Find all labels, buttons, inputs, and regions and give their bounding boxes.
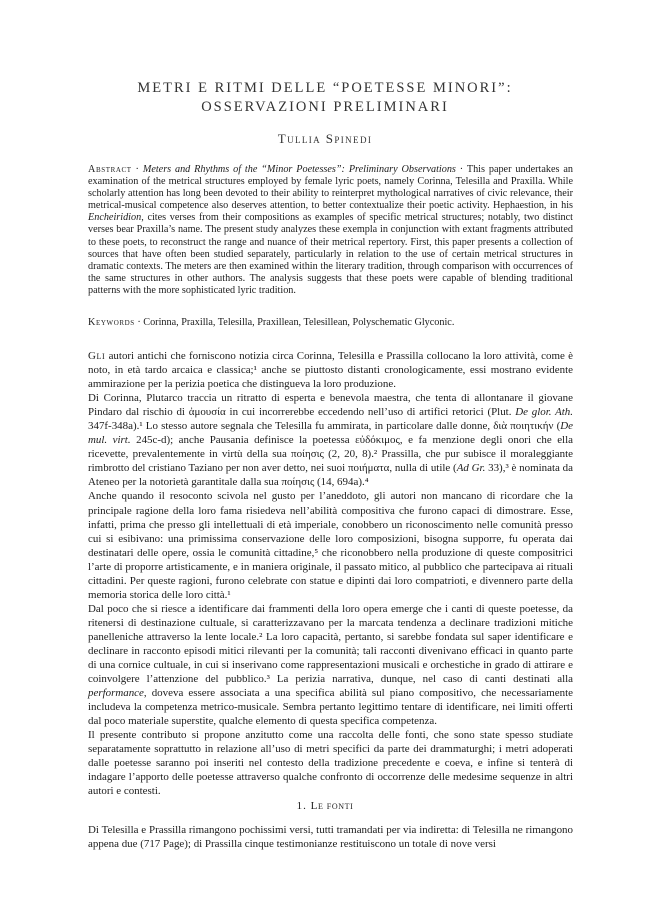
paragraph-4-text-b: , doveva essere associata a una specifica abilità sul piano compositivo, che necessariamente includeva la competenza metrico-musicale. Sembra pertanto legittimo tentare di identificare, nei limiti offerti dal poco materiale superstite, qualche elemento di questa specifica competenza. <box>88 687 573 728</box>
paragraph-4-italic: performance <box>88 687 144 700</box>
abstract-text: This paper undertakes an examination of the metrical structures employed by female lyric poets, namely Corinna, Telesilla and Praxilla. While scholarly attention has long been devoted to their ability to reinterpret mythological narratives of civic relevance, their metrical-musical competence also deserves attention, to better contextualize their poetic activity. Hephaestion, in his <box>88 164 573 212</box>
paragraph-2-ref-b: De mul. virt. <box>88 420 573 447</box>
paragraph-1 <box>88 349 573 391</box>
abstract <box>88 164 573 297</box>
paragraph-5: Il presente contributo si propone anzitutto come una raccolta delle fonti, che sono state spesso studiate separatamente soprattutto in relazione all’uso di metri specifici da parte dei drammaturghi; i metri adoperati dalle poetesse saranno poi inseriti nel contesto della tradizione precedente e coeva, e infine si tenterà di indagare l’apporto delle poetesse attraverso qualche confronto di occorrenze delle medesime sequenze in altri autori e contesti. <box>88 729 573 798</box>
abstract-separator: · <box>131 164 143 175</box>
paragraph-3: Anche quando il resoconto scivola nel gusto per l’aneddoto, gli autori non mancano di ricordare che la principale ragione della loro fama risiedeva nell’abilità compositiva che furono capaci di dimostrare. Esse, infatti, prima che presso gli intellettuali di età imperiale, conobbero un riconoscimento nelle comunità presso cui si esibivano: una primissima conservazione delle loro composizioni, bisogna supporre, fu operata dai destinatari delle opere, ossia le comunità cittadine,⁵ che riconobbero nella produzione di queste compositrici l’arte di proporre artisticamente, e in maniera originale, il passato mitico, al pubblico che partecipava ai rituali cittadini. Per queste ragioni, furono celebrate con statue e dipinti dai loro compatrioti, e divennero parte della memoria storica delle loro città.¹ <box>88 490 573 601</box>
keywords <box>88 317 573 329</box>
keywords-separator: · <box>134 317 144 328</box>
section-paragraph: Di Telesilla e Prassilla rimangono pochissimi versi, tutti tramandati per via indiretta: di Telesilla ne rimangono appena due (717 Page); di Prassilla cinque testimonianze restituiscono un totale di nove versi <box>88 824 573 851</box>
paragraph-2-text-a: Di Corinna, Plutarco traccia un ritratto di esperta e benevola maestra, che tenta di allontanare il giovane Pindaro dal rischio di ἀμουσία in cui incorrerebbe eccedendo nell’uso di artifici retorici (Plut. <box>88 392 573 419</box>
drop-word: Gli <box>88 350 106 362</box>
section-heading <box>0 800 650 812</box>
section-number: 1. <box>296 800 307 812</box>
paragraph-2-ref-c: Ad Gr. <box>456 462 486 475</box>
paragraph-1-text: autori antichi che forniscono notizia circa Corinna, Telesilla e Prassilla collocano la loro attività, come è noto, in età tardo arcaica e classica;¹ anche se piuttosto distanti cronologicamente, essi mostrano evidente ammirazione per la perizia poetica che distingueva la loro produzione. <box>88 350 573 391</box>
paragraph-2-text-b: 347f-348a).¹ Lo stesso autore segnala che Telesilla fu ammirata, in particolare dalle donne, διὰ ποιητικήν ( <box>88 420 561 433</box>
paragraph-2 <box>88 391 573 489</box>
section-title: Le fonti <box>310 800 354 812</box>
article-title-line-1: METRI E RITMI DELLE “POETESSE MINORI”: <box>137 80 513 96</box>
abstract-encheiridion: Encheiridion <box>88 212 142 224</box>
paragraph-2-text-d: 33),³ è nominata da Ateneo per la notorietà garantitale dalla sua ποίησις (14, 694a).⁴ <box>88 462 573 489</box>
abstract-label: Abstract <box>88 164 132 175</box>
article-title-line-2: OSSERVAZIONI PRELIMINARI <box>201 99 449 115</box>
keywords-text: Corinna, Praxilla, Telesilla, Praxillean, Telesillean, Polyschematic Glyconic. <box>143 317 455 328</box>
abstract-text-2: , cites verses from their compositions as examples of specific metrical structures; notably, two distinct verses bear Praxilla’s name. The present study analyzes these exempla in conjunction with extant fragments attributed to these poets, to reconstruct the range and nuance of their metrical repertory. First, this paper presents a collection of sources that have often been studied separately, particularly in relation to the use of certain metrical structures in dramatic contexts. The meters are then examined within the literary tradition, through comparison with occurrences of the same structures in other authors. The analysis suggests that these poets were capable of blending traditional patterns with the more sophisticated lyric tradition. <box>88 212 573 296</box>
paragraph-2-text-c: 245c-d); anche Pausania definisce la poetessa εὐδόκιμος, e fa menzione degli onori che ella ricevette, prevalentemente in virtù della sua ποίησις (2, 20, 8).² Prassilla, che pur subisce il moraleggiante rimbrotto del cristiano Taziano per non aver detto, nei suoi ποιήματα, nulla di utile ( <box>88 434 573 475</box>
paragraph-2-ref-a: De glor. Ath. <box>515 406 574 419</box>
paragraph-4 <box>88 602 573 728</box>
keywords-label: Keywords <box>88 317 135 328</box>
body-text <box>88 349 573 799</box>
abstract-english-title: Meters and Rhythms of the “Minor Poetesses”: Preliminary Observations <box>142 164 456 175</box>
paragraph-4-text-a: Dal poco che si riesce a identificare dai frammenti della loro opera emerge che i canti di queste poetesse, da ritenersi di destinazione cultuale, si caratterizzavano per la marcata tendenza a declinare tradizioni mitiche panelleniche attraverso la lente locale.² La loro capacità, pertanto, si sarebbe fondata sul saper identificare e declinare in racconto episodi mitici rilevanti per la comunità; tali racconti divenivano efficaci in quanto parte di una cornice cultuale, in cui si inserivano come rappresentazioni musicali e orchestiche in grado di attirare e coinvolgere l’attenzione del pubblico.³ La perizia narrativa, dunque, nel caso di canti destinati alla <box>88 602 573 686</box>
abstract-separator-2: · <box>455 164 467 175</box>
author-name: Tullia Spinedi <box>277 131 373 146</box>
